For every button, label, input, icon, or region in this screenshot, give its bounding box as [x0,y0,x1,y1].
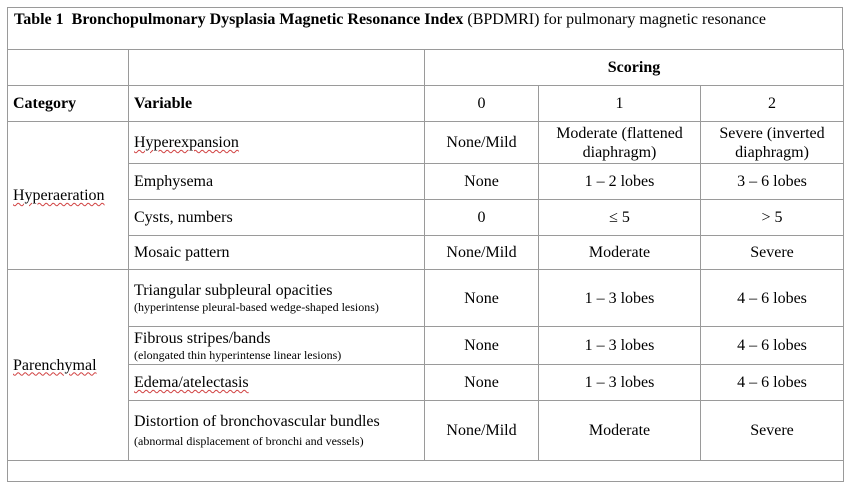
category-cell-hyperaeration [8,122,129,270]
score-2-cell: Severe (inverted diaphragm) [701,122,844,164]
score-2-header: 2 [701,86,844,122]
caption-description: for pulmonary magnetic resonance [539,11,766,28]
category-label: Parenchymal [13,356,97,374]
variable-label: Triangular subpleural opacities [134,282,333,299]
score-1-header: 1 [539,86,701,122]
score-0-cell: None/Mild [425,401,539,461]
variable-cell [129,401,425,461]
score-0-cell: 0 [425,200,539,236]
variable-cell [129,365,425,401]
caption-table-number: Table 1 [14,11,64,28]
category-header: Category [8,86,129,122]
score-0-header: 0 [425,86,539,122]
variable-label: Emphysema [134,173,214,190]
score-0-cell: None [425,270,539,327]
variable-cell [129,164,425,200]
footer-empty-cell [8,461,844,482]
variable-label: Edema/atelectasis [134,374,249,391]
variable-label: Distortion of bronchovascular bundles [134,412,380,430]
variable-note: (elongated thin hyperintense linear lesions) [134,347,342,362]
score-1-cell: Moderate [539,401,701,461]
table-row [8,327,844,365]
score-1-cell: 1 – 3 lobes [539,327,701,365]
variable-cell [129,236,425,270]
header-empty-cell [129,50,425,86]
scoring-table [7,49,844,482]
score-2-cell: 4 – 6 lobes [701,365,844,401]
variable-cell [129,122,425,164]
table-row [8,236,844,270]
score-1-cell: 1 – 3 lobes [539,365,701,401]
scoring-label: Scoring [607,59,661,76]
category-label: Hyperaeration [13,187,105,204]
score-1-cell: ≤ 5 [539,200,701,236]
score-2-cell: Severe [701,401,844,461]
variable-cell [129,327,425,365]
variable-label: Cysts, numbers [134,209,233,226]
score-1-cell: 1 – 2 lobes [539,164,701,200]
variable-label: Hyperexpansion [134,134,239,151]
variable-header: Variable [129,86,425,122]
score-2-cell: Severe [701,236,844,270]
score-1-cell: 1 – 3 lobes [539,270,701,327]
document-page [7,7,845,491]
scoring-header [425,50,844,86]
table-caption [7,7,843,50]
score-0-cell: None [425,365,539,401]
caption-table-title: Bronchopulmonary Dysplasia Magnetic Resonance Index [71,11,464,28]
category-cell-parenchymal [8,270,129,461]
header-row-scoring [8,50,844,86]
score-0-cell: None/Mild [425,122,539,164]
score-1-cell: Moderate [539,236,701,270]
score-0-cell: None/Mild [425,236,539,270]
variable-note: (hyperintense pleural-based wedge-shaped lesions) [134,300,379,314]
score-2-cell: 4 – 6 lobes [701,270,844,327]
score-2-cell: 3 – 6 lobes [701,164,844,200]
table-row [8,270,844,327]
variable-cell [129,270,425,327]
header-row-columns [8,86,844,122]
table-row [8,365,844,401]
table-row [8,200,844,236]
score-2-cell: 4 – 6 lobes [701,327,844,365]
variable-label: Fibrous stripes/bands [134,329,271,347]
table-row [8,401,844,461]
variable-label: Mosaic pattern [134,244,230,261]
table-row [8,122,844,164]
header-empty-cell [8,50,129,86]
variable-cell [129,200,425,236]
score-2-cell: > 5 [701,200,844,236]
footer-row [8,461,844,482]
score-1-cell: Moderate (flattened diaphragm) [539,122,701,164]
score-0-cell: None [425,164,539,200]
caption-abbreviation: (BPDMRI) [467,11,540,28]
table-row [8,164,844,200]
variable-note: (abnormal displacement of bronchi and vessels) [134,433,364,448]
score-0-cell: None [425,327,539,365]
